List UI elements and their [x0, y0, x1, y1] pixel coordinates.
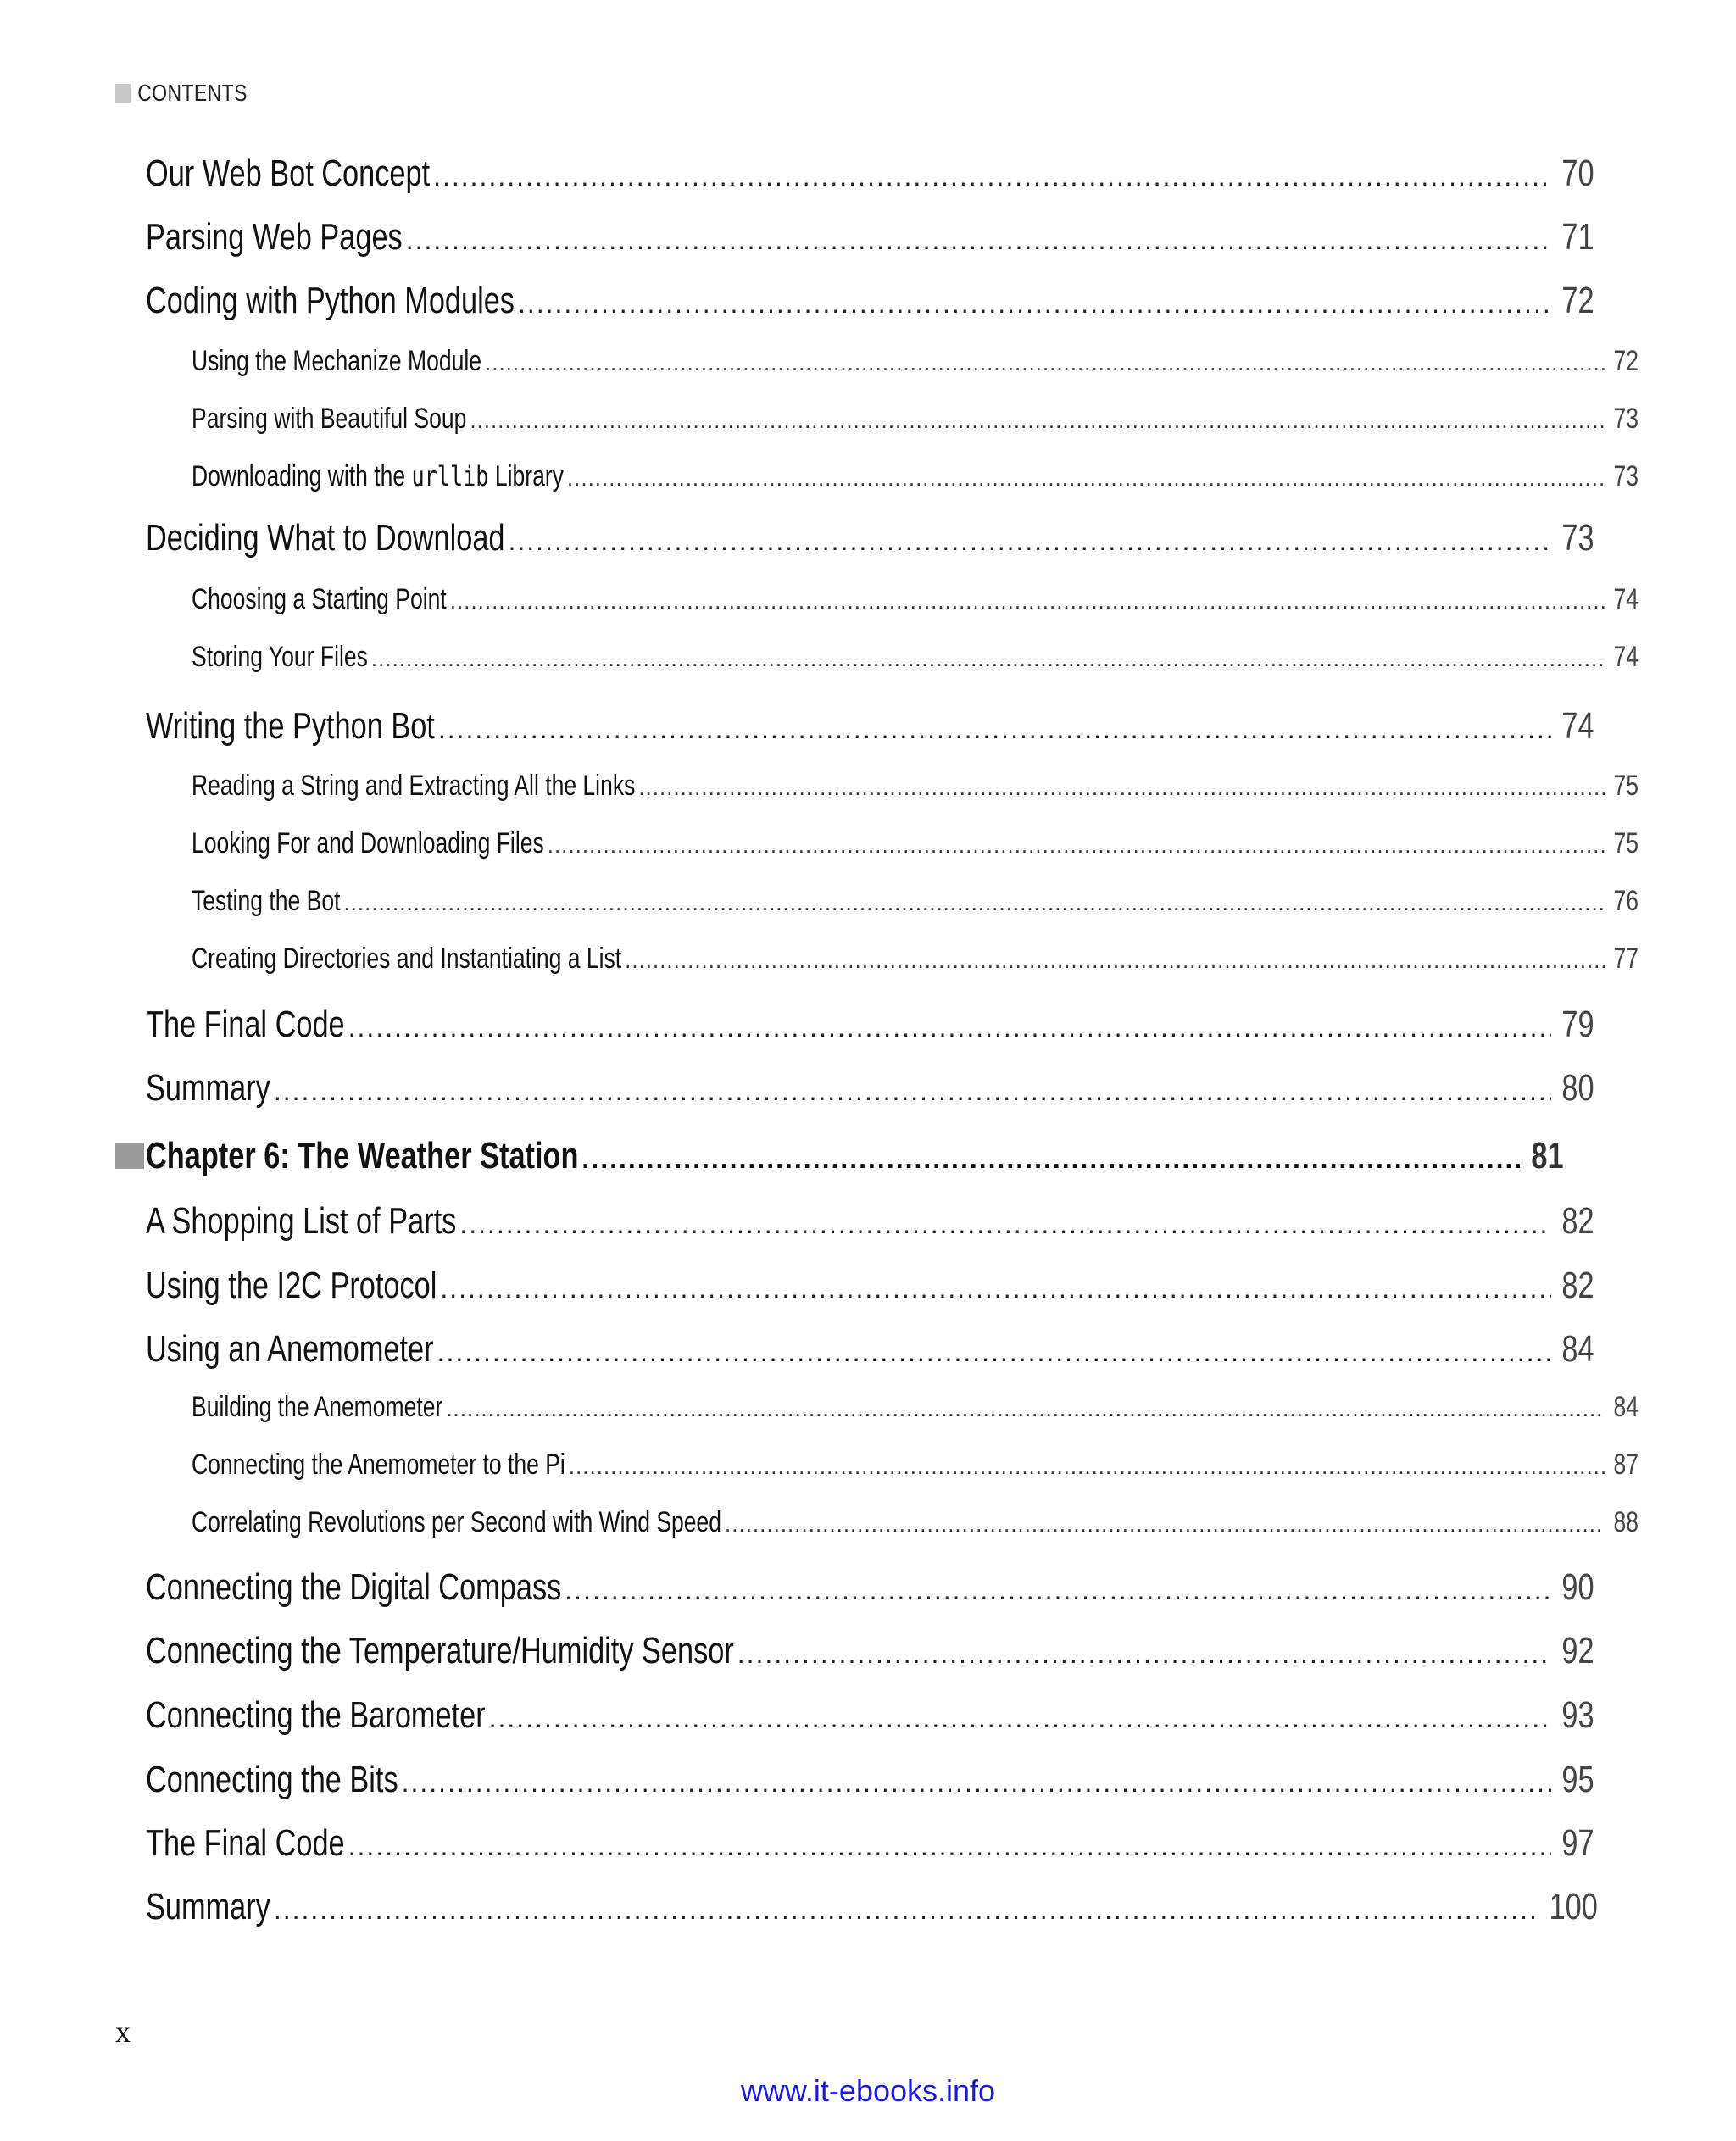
toc-entry[interactable] — [115, 1566, 1594, 1609]
toc-entry-page: 73 — [1561, 517, 1594, 559]
dot-leader — [581, 1143, 1520, 1175]
dot-leader — [509, 526, 1551, 557]
dot-leader — [565, 1575, 1551, 1606]
toc-entry-title-part: Downloading with the — [192, 460, 412, 492]
toc-entry-page: 75 — [1612, 827, 1639, 859]
toc-entry-title: Coding with Python Modules — [146, 280, 515, 321]
header-square-icon — [115, 84, 131, 103]
toc-entry-title: A Shopping List of Parts — [146, 1200, 457, 1242]
toc-entry-page: 74 — [1612, 641, 1639, 673]
toc-entry-title: Parsing with Beautiful Soup — [192, 403, 467, 435]
chapter-marker-icon — [115, 1143, 144, 1169]
toc-entry-page: 72 — [1612, 345, 1639, 377]
toc-entry-page: 84 — [1612, 1391, 1639, 1423]
toc-entry-page: 79 — [1561, 1004, 1594, 1045]
toc-entry-title: The Final Code — [146, 1004, 345, 1045]
toc-entry[interactable] — [115, 1067, 1594, 1109]
toc-entry-page: 75 — [1612, 770, 1639, 802]
toc-entry[interactable] — [115, 943, 1639, 976]
dot-leader — [440, 1273, 1550, 1304]
dot-leader — [737, 1638, 1551, 1670]
toc-entry-title: Our Web Bot Concept — [146, 153, 431, 194]
toc-entry-page: 93 — [1561, 1694, 1594, 1736]
page-number: x — [115, 2015, 131, 2049]
dot-leader — [406, 225, 1551, 256]
toc-entry-page: 97 — [1561, 1822, 1594, 1864]
toc-entry-page: 77 — [1612, 943, 1639, 975]
toc-entry-title: Reading a String and Extracting All the Links — [192, 770, 636, 802]
toc-entry[interactable] — [115, 1694, 1594, 1737]
toc-entry-page: 84 — [1561, 1328, 1594, 1370]
toc-entry-title: Parsing Web Pages — [146, 216, 403, 258]
dot-leader — [348, 1012, 1551, 1043]
toc-entry-title: The Final Code — [146, 1822, 345, 1864]
toc-entry[interactable] — [115, 583, 1639, 616]
toc-entry-title: Correlating Revolutions per Second with Wind Speed — [192, 1506, 722, 1538]
toc-entry-title: Looking For and Downloading Files — [192, 827, 544, 859]
toc-entry[interactable] — [115, 1630, 1594, 1672]
toc-entry-page: 82 — [1561, 1265, 1594, 1306]
dot-leader — [489, 1703, 1551, 1734]
toc-entry-title: Summary — [146, 1067, 270, 1109]
footer-link[interactable]: www.it-ebooks.info — [740, 2073, 996, 2108]
toc-entry[interactable] — [115, 280, 1594, 322]
toc-entry[interactable] — [115, 705, 1594, 748]
toc-entry-title: Choosing a Starting Point — [192, 583, 447, 615]
toc-entry-title — [192, 460, 564, 493]
toc-entry-page: 80 — [1561, 1067, 1594, 1109]
running-header — [115, 80, 248, 107]
toc-entry[interactable] — [115, 1759, 1594, 1801]
toc-entry-title: Building the Anemometer — [192, 1391, 443, 1423]
toc-entry-title: Connecting the Temperature/Humidity Sensor — [146, 1630, 734, 1671]
toc-entry-title: Connecting the Bits — [146, 1759, 398, 1800]
toc-entry-page: 73 — [1612, 460, 1639, 492]
toc-entry[interactable] — [115, 1822, 1594, 1865]
toc-entry-page: 81 — [1531, 1135, 1564, 1176]
toc-entry[interactable] — [115, 641, 1639, 674]
toc-entry-title: Deciding What to Download — [146, 517, 505, 559]
toc-entry[interactable] — [115, 345, 1639, 378]
toc-entry-title: Using the Mechanize Module — [192, 345, 482, 377]
dot-leader — [725, 1511, 1604, 1538]
toc-entry-title: Storing Your Files — [192, 641, 368, 673]
dot-leader — [433, 161, 1551, 192]
toc-entry-title: Testing the Bot — [192, 885, 341, 917]
toc-entry-page: 71 — [1561, 216, 1594, 258]
toc-entry-title: Chapter 6: The Weather Station — [146, 1135, 579, 1176]
dot-leader — [567, 465, 1605, 492]
toc-entry-page: 74 — [1612, 583, 1639, 615]
toc-entry-page: 70 — [1561, 153, 1594, 194]
toc-entry[interactable] — [115, 1449, 1639, 1482]
dot-leader — [638, 775, 1604, 801]
dot-leader — [274, 1894, 1535, 1926]
dot-leader — [371, 646, 1605, 672]
toc-entry[interactable] — [115, 1328, 1594, 1371]
dot-leader — [470, 408, 1604, 434]
toc-chapter-entry[interactable] — [115, 1135, 1564, 1177]
toc-entry-page: 82 — [1561, 1200, 1594, 1242]
toc-entry-page: 74 — [1561, 705, 1594, 747]
toc-entry-page: 90 — [1561, 1566, 1594, 1608]
dot-leader — [437, 1337, 1551, 1368]
toc-entry[interactable] — [115, 1200, 1594, 1243]
toc-entry[interactable] — [115, 1886, 1598, 1928]
toc-entry-page: 76 — [1612, 885, 1639, 917]
dot-leader — [274, 1076, 1551, 1107]
toc-entry-page: 87 — [1612, 1449, 1639, 1481]
dot-leader — [450, 588, 1605, 614]
toc-entry[interactable] — [115, 460, 1639, 493]
toc-entry-title: Using an Anemometer — [146, 1328, 434, 1370]
toc-entry-title: Summary — [146, 1886, 270, 1927]
toc-entry-page: 88 — [1612, 1506, 1639, 1538]
toc-entry-title: Using the I2C Protocol — [146, 1265, 437, 1306]
toc-entry-title-code: urllib — [411, 460, 489, 492]
toc-entry[interactable] — [115, 403, 1639, 436]
toc-entry-title: Connecting the Barometer — [146, 1694, 486, 1736]
dot-leader — [625, 948, 1604, 974]
toc-entry-title: Connecting the Anemometer to the Pi — [192, 1449, 565, 1481]
toc-entry[interactable] — [115, 517, 1594, 559]
dot-leader — [438, 714, 1551, 745]
toc-entry[interactable] — [115, 1506, 1639, 1539]
dot-leader — [459, 1209, 1551, 1240]
toc-entry[interactable] — [115, 885, 1639, 918]
toc-entry[interactable] — [115, 1265, 1594, 1307]
toc-entry-page: 100 — [1549, 1886, 1598, 1927]
header-label: CONTENTS — [137, 80, 248, 106]
toc-entry-page: 73 — [1612, 403, 1639, 435]
toc-entry-title: Writing the Python Bot — [146, 705, 435, 747]
dot-leader — [402, 1767, 1551, 1799]
dot-leader — [485, 350, 1605, 376]
toc-entry[interactable] — [115, 216, 1594, 259]
dot-leader — [518, 288, 1551, 320]
toc-entry-title: Creating Directories and Instantiating a List — [192, 943, 622, 975]
dot-leader — [348, 1831, 1551, 1862]
toc-entry[interactable] — [115, 1391, 1639, 1424]
toc-entry-page: 72 — [1561, 280, 1594, 321]
dot-leader — [343, 890, 1604, 916]
dot-leader — [548, 832, 1605, 859]
dot-leader — [446, 1396, 1604, 1422]
dot-leader — [569, 1454, 1605, 1480]
toc-entry[interactable] — [115, 1004, 1594, 1046]
toc-entry-title-part: Library — [488, 460, 564, 492]
toc-entry[interactable] — [115, 153, 1594, 195]
toc-entry-title: Connecting the Digital Compass — [146, 1566, 562, 1608]
toc-entry-page: 95 — [1561, 1759, 1594, 1800]
toc-entry-page: 92 — [1561, 1630, 1594, 1671]
toc-entry[interactable] — [115, 827, 1639, 860]
toc-entry[interactable] — [115, 770, 1639, 803]
